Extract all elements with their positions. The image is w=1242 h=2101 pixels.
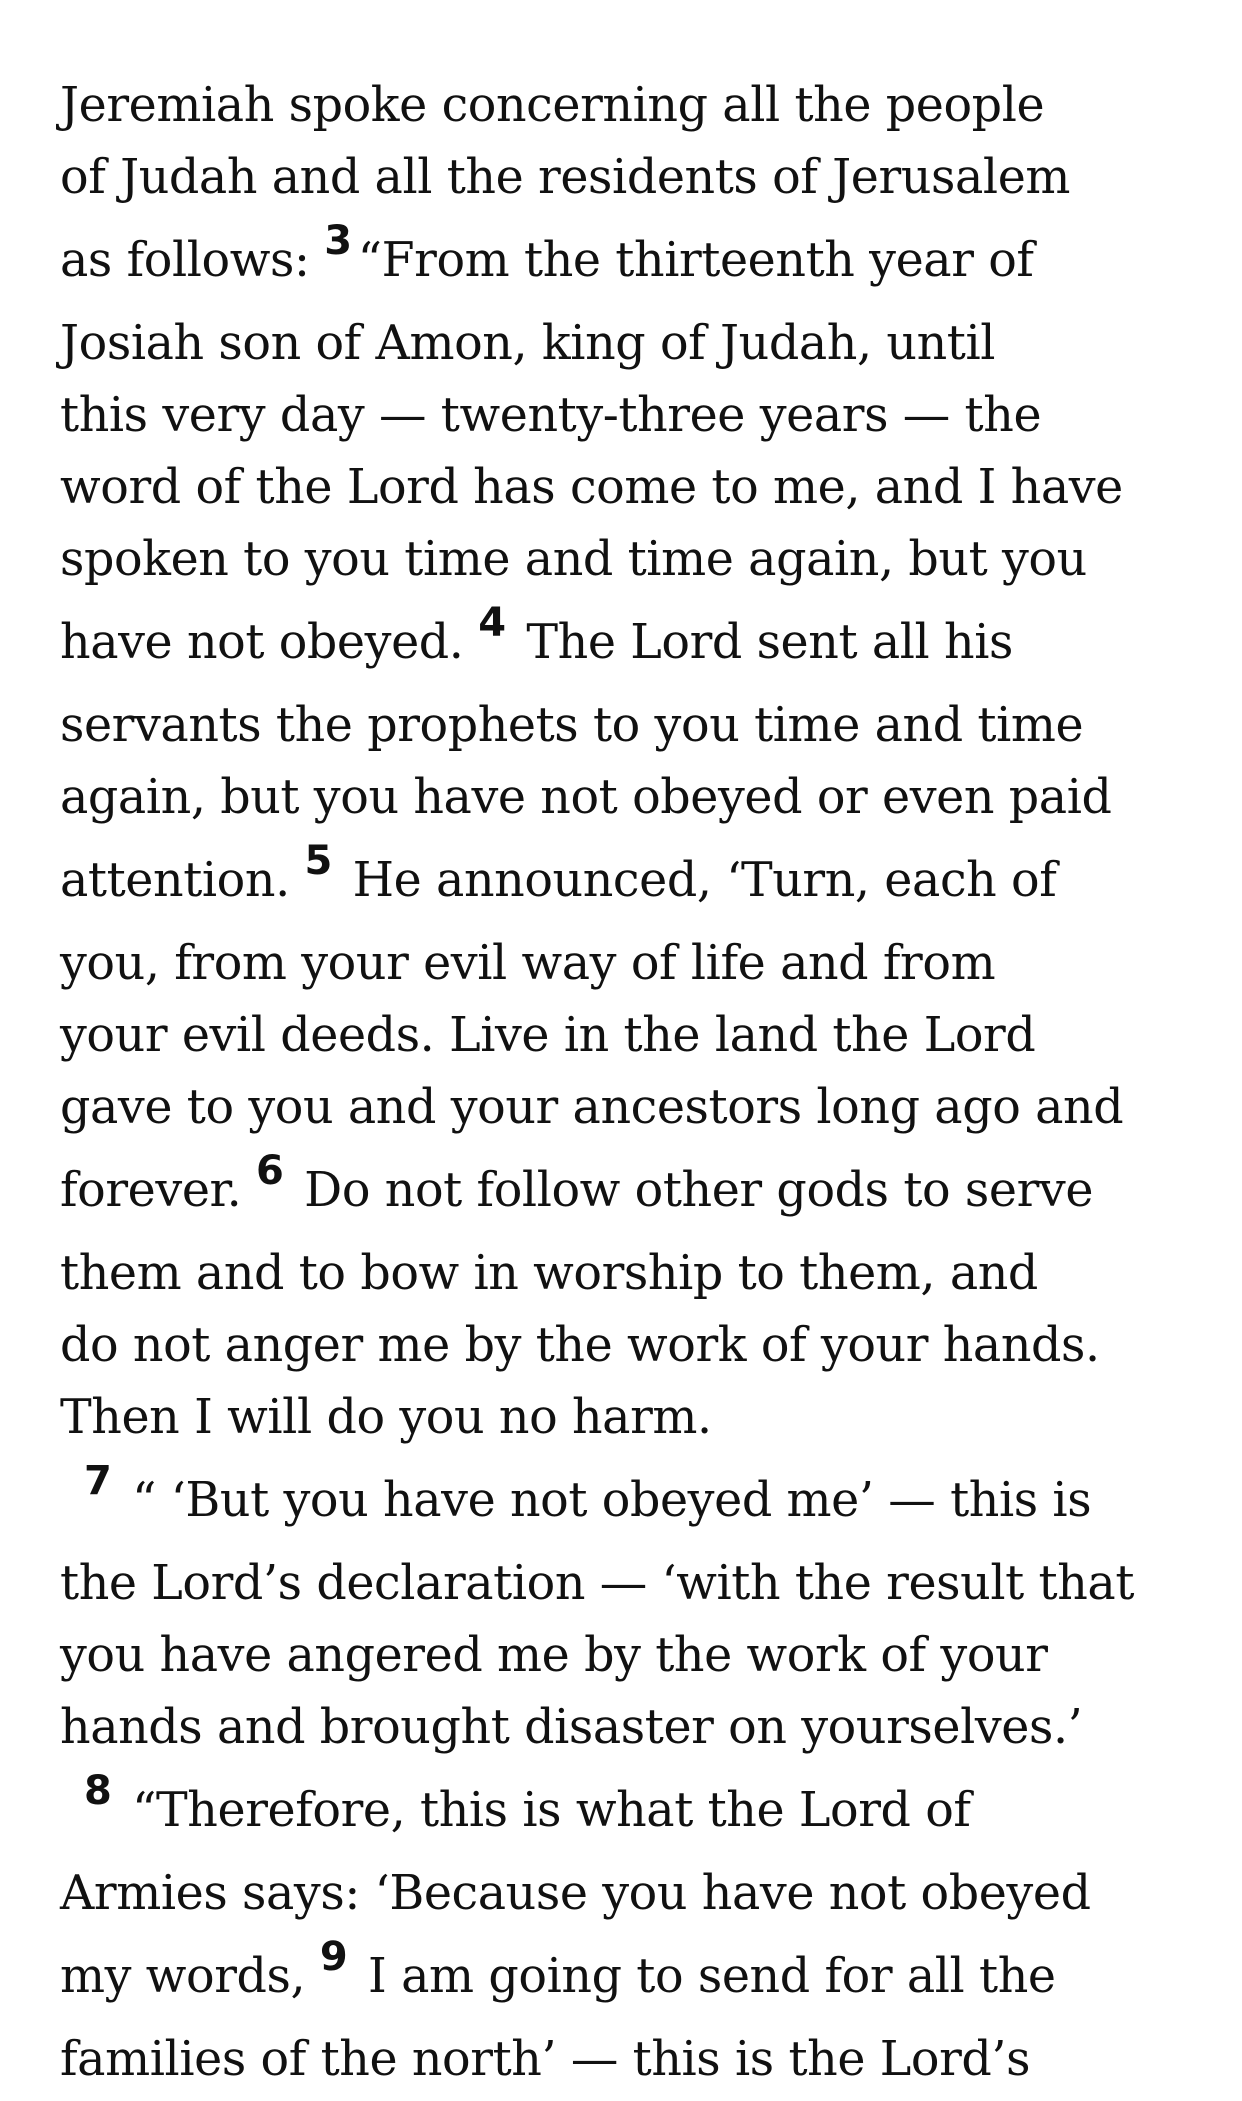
verse-text: families of the north’ — this is the Lord’s: [60, 2032, 1031, 2087]
text-line: [60, 380, 1190, 452]
text-line: [60, 1930, 1190, 2024]
verse-text: again, but you have not obeyed or even paid: [60, 770, 1112, 825]
text-line: [60, 762, 1190, 834]
verse-text: have not obeyed.: [60, 615, 479, 670]
verse-text: attention.: [60, 853, 305, 908]
verse-text: He announced, ‘Turn, each of: [337, 853, 1057, 908]
verse-number[interactable]: 8: [84, 1768, 112, 1814]
verse-text: “Therefore, this is what the Lord of: [117, 1783, 971, 1838]
text-line: [60, 142, 1190, 214]
verse-text: of Judah and all the residents of Jerusalem: [60, 150, 1071, 205]
verse-text: Armies says: ‘Because you have not obeyed: [60, 1866, 1091, 1921]
verse-text: your evil deeds. Live in the land the Lord: [60, 1008, 1036, 1063]
verse-text: them and to bow in worship to them, and: [60, 1246, 1038, 1301]
verse-text: “From the thirteenth year of: [357, 233, 1034, 288]
text-line: [60, 928, 1190, 1000]
verse-number[interactable]: 6: [256, 1148, 284, 1194]
verse-text: as follows:: [60, 233, 325, 288]
verse-text: the Lord’s declaration — ‘with the result that: [60, 1556, 1135, 1611]
text-line: [60, 1072, 1190, 1144]
verse-text: forever.: [60, 1163, 257, 1218]
text-line: [60, 1310, 1190, 1382]
verse-text: Josiah son of Amon, king of Judah, until: [60, 316, 996, 371]
verse-text: Jeremiah spoke concerning all the people: [60, 78, 1045, 133]
verse-text: Then I will do you no harm.: [60, 1390, 712, 1445]
verse-text: you, from your evil way of life and from: [60, 936, 996, 991]
verse-text: hands and brought disaster on yourselves.’: [60, 1700, 1083, 1755]
verse-number[interactable]: 3: [324, 218, 352, 264]
verse-text: word of the Lord has come to me, and I have: [60, 460, 1123, 515]
verse-text: you have angered me by the work of your: [60, 1628, 1048, 1683]
verse-text: servants the prophets to you time and time: [60, 698, 1084, 753]
scripture-text: [60, 70, 1190, 2096]
verse-text: my words,: [60, 1949, 320, 2004]
text-line: [60, 1238, 1190, 1310]
text-line: [60, 1000, 1190, 1072]
text-line: [60, 690, 1190, 762]
verse-text: The Lord sent all his: [511, 615, 1014, 670]
text-line: [60, 524, 1190, 596]
text-line: [60, 596, 1190, 690]
verse-text: I am going to send for all the: [353, 1949, 1056, 2004]
verse-text: gave to you and your ancestors long ago and: [60, 1080, 1124, 1135]
text-line: [60, 214, 1190, 308]
text-line: [60, 308, 1190, 380]
verse-text: do not anger me by the work of your hands.: [60, 1318, 1100, 1373]
text-line: [60, 1692, 1190, 1764]
verse-number[interactable]: 9: [319, 1934, 348, 1980]
text-line: [60, 1548, 1190, 1620]
verse-text: spoken to you time and time again, but you: [60, 532, 1087, 587]
text-line: [60, 1764, 1190, 1858]
text-line: [60, 834, 1190, 928]
text-line: [60, 70, 1190, 142]
text-line: [60, 1858, 1190, 1930]
text-line: [60, 1144, 1190, 1238]
verse-number[interactable]: 5: [304, 838, 332, 884]
verse-number[interactable]: 7: [84, 1458, 112, 1504]
text-line: [60, 1382, 1190, 1454]
text-line: [60, 1454, 1190, 1548]
verse-number[interactable]: 4: [478, 600, 506, 646]
text-line: [60, 1620, 1190, 1692]
verse-text: this very day — twenty-three years — the: [60, 388, 1042, 443]
verse-text: “ ‘But you have not obeyed me’ — this is: [117, 1473, 1092, 1528]
verse-text: Do not follow other gods to serve: [289, 1163, 1094, 1218]
text-line: [60, 2024, 1190, 2096]
text-line: [60, 452, 1190, 524]
